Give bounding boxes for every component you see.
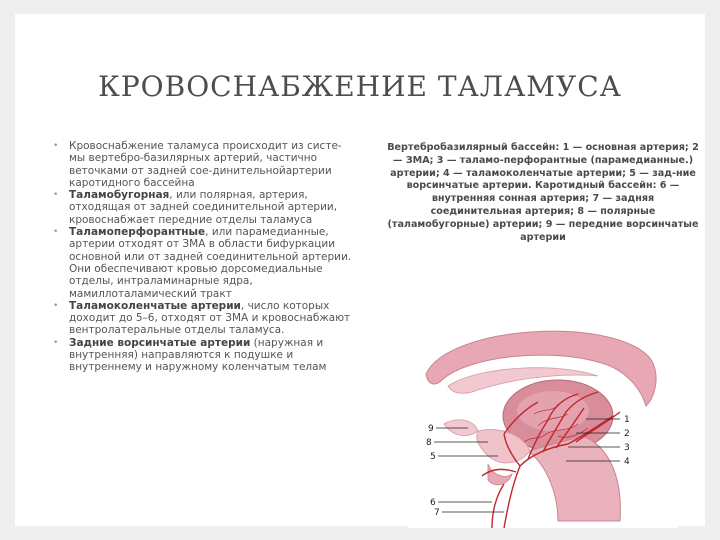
bullet-bold-term: Задние ворсинчатые артерии	[69, 336, 251, 349]
figure-label: 1	[624, 415, 630, 425]
bullet-item	[53, 337, 353, 374]
bullet-item	[53, 140, 353, 189]
pituitary-shape	[488, 464, 512, 485]
bullet-text: , число которых доходит до 5–6, отходят от ЗМА и кровоснабжают вентролатеральные отделы таламуса.	[69, 299, 351, 337]
figure-label: 9	[428, 424, 434, 434]
bullet-list	[53, 140, 353, 374]
figure-label: 5	[430, 452, 436, 462]
figure-label: 6	[430, 498, 436, 508]
bullet-text: Кровоснабжение таламуса происходит из систе-мы вертебро-базилярных артерий, частично веточками от задней сое-динительнойартерии каротидного бассейна	[69, 140, 342, 189]
brain-section-drawing	[408, 316, 678, 528]
figure-label: 4	[624, 457, 630, 467]
bullet-bold-term: Таламобугорная	[69, 189, 170, 202]
bullet-dot-icon: •	[53, 190, 59, 201]
bullet-dot-icon: •	[53, 141, 59, 151]
bullet-text: , или полярная, артерия, отходящая от задней соединительной артерии, кровоснабжает передние отделы таламуса	[69, 189, 338, 226]
bullet-item	[53, 189, 353, 226]
figure-caption: Вертебробазилярный бассейн: 1 — основная артерия; 2 — ЗМА; 3 — таламо-перфорантные (парамедианные.) артерии; 4 — таламоколенчатые артерии; 5 — зад-ние ворсинчатые артерии. Каротидный бассейн: 6 — внутренняя сонная артерия; 7 — задняя соединительная артерия; 8 — полярные (таламобугорные) артерии; 9 — передние ворсинчатые артерии	[387, 142, 699, 243]
bullet-text: , или парамедианные, артерии отходят от ЗМА в области бифуркации основной или от задней соединительной артерии. Они обеспечивают кровью дорсомедиальные отделы, интраламинарные ядра, мамиллоталамический тракт	[69, 226, 352, 300]
bullet-bold-term: Таламоперфорантные	[69, 226, 206, 239]
bullet-item	[53, 226, 353, 300]
bullet-text: (наружная и внутренняя) направляются к подушке и внутреннему и наружному коленчатым телам	[69, 336, 327, 374]
bullet-dot-icon: •	[53, 300, 59, 311]
figure-label: 7	[434, 508, 440, 518]
figure-label: 2	[624, 429, 630, 439]
bullet-item	[53, 300, 353, 337]
brainstem-shape	[528, 436, 620, 521]
thalamus-blood-supply-illustration	[408, 316, 678, 528]
slide	[15, 14, 705, 526]
figure-label: 8	[426, 438, 432, 448]
bullet-bold-term: Таламоколенчатые артерии	[69, 299, 241, 312]
slide-title: КРОВОСНАБЖЕНИЕ ТАЛАМУСА	[98, 70, 622, 103]
bullet-dot-icon: •	[53, 337, 59, 348]
bullet-dot-icon: •	[53, 227, 59, 238]
figure-label: 3	[624, 443, 630, 453]
